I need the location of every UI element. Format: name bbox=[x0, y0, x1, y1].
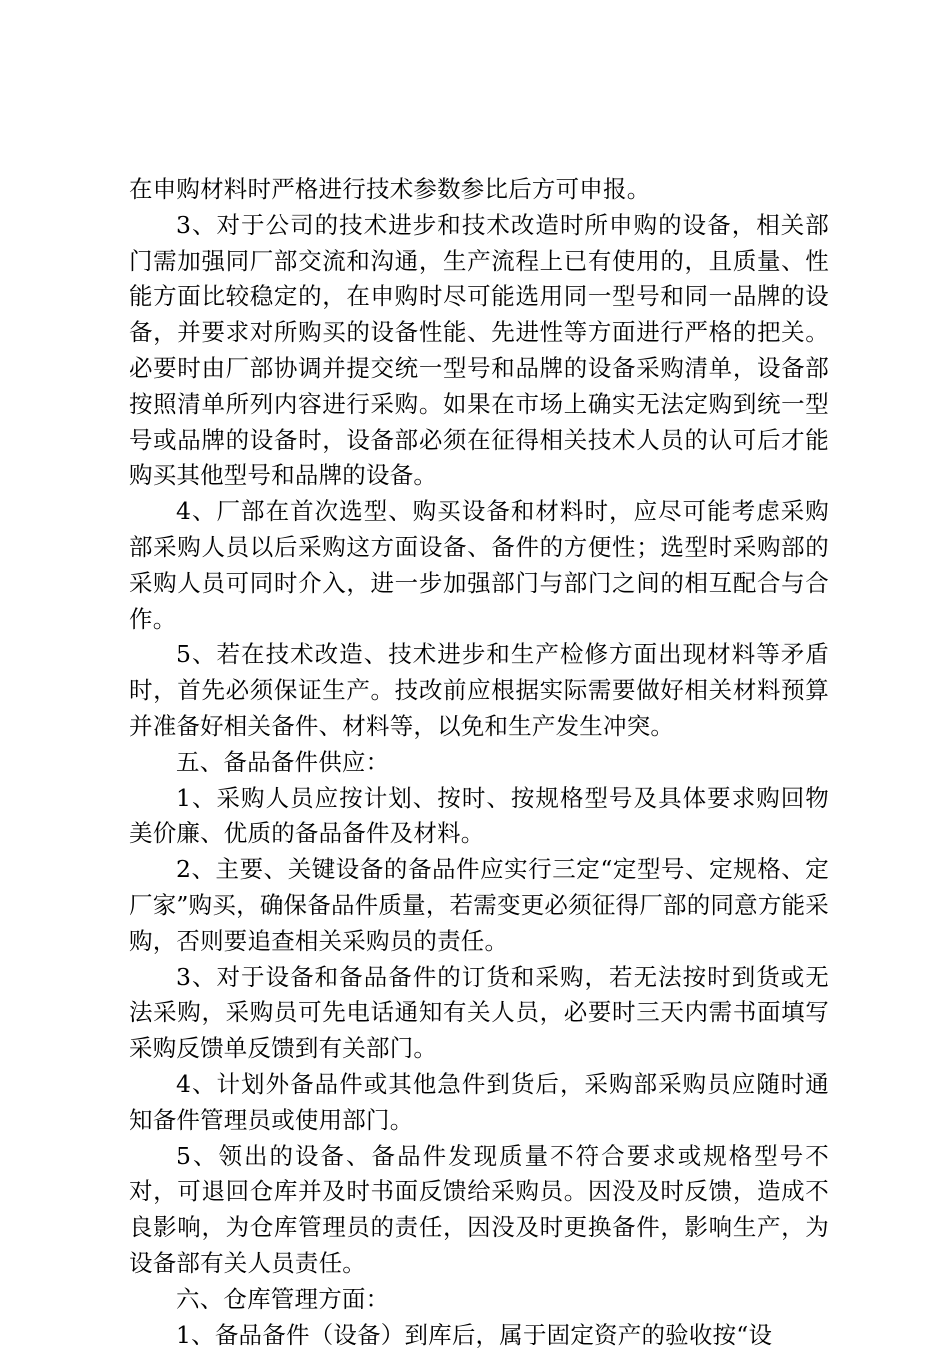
paragraph-warehouse-item-1: 1、备品备件（设备）到库后，属于固定资产的验收按“设 bbox=[129, 1318, 829, 1353]
paragraph-supply-item-5: 5、领出的设备、备品件发现质量不符合要求或规格型号不对，可退回仓库并及时书面反馈给采购员。因没及时反馈，造成不良影响，为仓库管理员的责任，因没及时更换备件，影响生产，为设备部有关人员责任。 bbox=[129, 1139, 829, 1282]
paragraph-continuation: 在申购材料时严格进行技术参数参比后方可申报。 bbox=[129, 172, 829, 208]
paragraph-item-5-production-priority: 5、若在技术改造、技术进步和生产检修方面出现材料等矛盾时，首先必须保证生产。技改前应根据实际需要做好相关材料预算并准备好相关备件、材料等，以免和生产发生冲突。 bbox=[129, 637, 829, 744]
section-heading-warehouse-management: 六、仓库管理方面： bbox=[129, 1282, 829, 1318]
paragraph-supply-item-2: 2、主要、关键设备的备品件应实行三定“定型号、定规格、定厂家”购买，确保备品件质量，若需变更必须征得厂部的同意方能采购，否则要追查相关采购员的责任。 bbox=[129, 852, 829, 959]
document-body bbox=[129, 172, 829, 1353]
section-heading-spare-parts-supply: 五、备品备件供应： bbox=[129, 745, 829, 781]
paragraph-supply-item-3: 3、对于设备和备品备件的订货和采购，若无法按时到货或无法采购，采购员可先电话通知有关人员，必要时三天内需书面填写采购反馈单反馈到有关部门。 bbox=[129, 960, 829, 1067]
paragraph-supply-item-4: 4、计划外备品件或其他急件到货后，采购部采购员应随时通知备件管理员或使用部门。 bbox=[129, 1067, 829, 1139]
paragraph-item-4-model-selection: 4、厂部在首次选型、购买设备和材料时，应尽可能考虑采购部采购人员以后采购这方面设备、备件的方便性；选型时采购部的采购人员可同时介入，进一步加强部门与部门之间的相互配合与合作。 bbox=[129, 494, 829, 637]
paragraph-supply-item-1: 1、采购人员应按计划、按时、按规格型号及具体要求购回物美价廉、优质的备品备件及材料。 bbox=[129, 781, 829, 853]
paragraph-item-3-equipment-upgrade: 3、对于公司的技术进步和技术改造时所申购的设备，相关部门需加强同厂部交流和沟通，生产流程上已有使用的，且质量、性能方面比较稳定的，在申购时尽可能选用同一型号和同一品牌的设备，并要求对所购买的设备性能、先进性等方面进行严格的把关。必要时由厂部协调并提交统一型号和品牌的设备采购清单，设备部按照清单所列内容进行采购。如果在市场上确实无法定购到统一型号或品牌的设备时，设备部必须在征得相关技术人员的认可后才能购买其他型号和品牌的设备。 bbox=[129, 208, 829, 494]
